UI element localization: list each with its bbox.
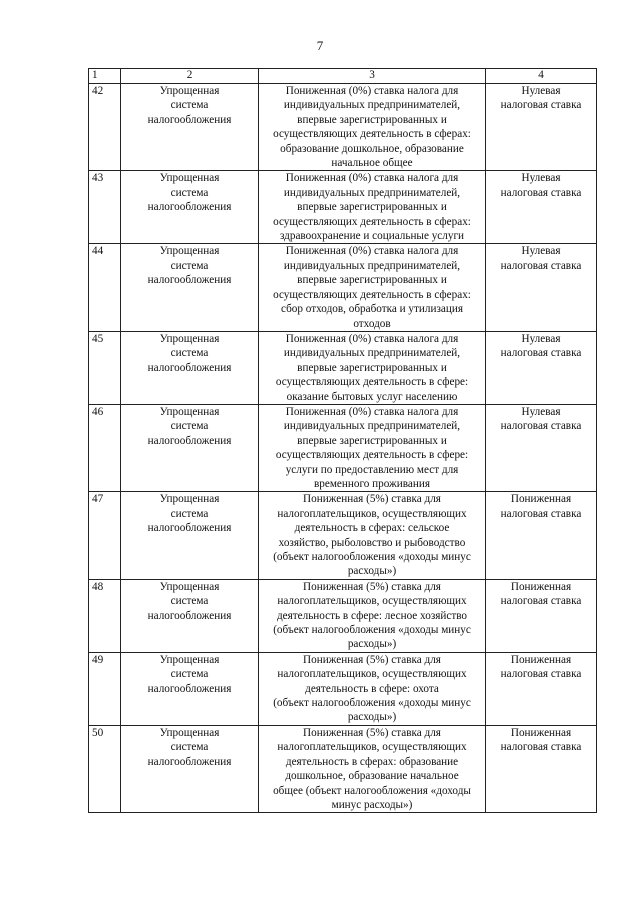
rate-description-cell: [259, 171, 486, 244]
header-col-1: 1: [89, 69, 121, 84]
table-row: [89, 331, 597, 404]
cell-text-line: оказание бытовых услуг населению: [286, 390, 458, 403]
cell-text-line: впервые зарегистрированных и: [297, 274, 447, 287]
tax-regime-cell: [121, 652, 259, 725]
cell-text-line: Упрощенная: [159, 493, 220, 506]
cell-text-line: налоговая ставка: [500, 507, 582, 520]
cell-text-line: (объект налогообложения «доходы минус: [273, 697, 471, 710]
cell-text-line: Пониженная: [510, 653, 572, 666]
cell-text-line: индивидуальных предпринимателей,: [283, 186, 461, 199]
cell-text-line: система: [170, 668, 209, 681]
header-col-3: 3: [259, 69, 486, 84]
cell-text-line: налогообложения: [147, 609, 232, 622]
cell-text-line: система: [170, 99, 209, 112]
cell-text-line: налогообложения: [147, 434, 232, 447]
cell-text-line: налогоплательщиков, осуществляющих: [277, 595, 467, 608]
cell-text-line: налоговая ставка: [500, 347, 582, 360]
cell-text-line: деятельность в сферах: сельское: [294, 522, 450, 535]
cell-text-line: система: [170, 347, 209, 360]
table-row: [89, 244, 597, 331]
cell-text-line: Упрощенная: [159, 726, 220, 739]
cell-text-line: Упрощенная: [159, 245, 220, 258]
cell-text-line: впервые зарегистрированных и: [297, 361, 447, 374]
cell-text-line: расходы»): [347, 711, 397, 724]
row-number: 47: [89, 492, 121, 579]
cell-text-line: Упрощенная: [159, 172, 220, 185]
cell-text-line: Пониженная: [510, 493, 572, 506]
cell-text-line: (объект налогообложения «доходы минус: [273, 551, 471, 563]
tax-regime-cell: [121, 579, 259, 652]
tax-regime-cell: [121, 725, 259, 812]
cell-text-line: Упрощенная: [159, 580, 220, 593]
cell-text-line: Упрощенная: [159, 332, 220, 345]
cell-text-line: впервые зарегистрированных и: [297, 434, 447, 447]
cell-text-line: осуществляющих деятельность в сферах:: [273, 128, 471, 141]
cell-text-line: налоговая ставка: [500, 741, 582, 754]
cell-text-line: налогообложения: [147, 682, 232, 695]
cell-text-line: налогообложения: [147, 755, 232, 768]
cell-text-line: минус расходы»): [331, 798, 413, 811]
cell-text-line: здравоохранение и социальные услуги: [279, 230, 465, 243]
row-number: 43: [89, 171, 121, 244]
row-number: 48: [89, 579, 121, 652]
cell-text-line: Нулевая: [521, 172, 561, 185]
table-row: [89, 725, 597, 812]
cell-text-line: осуществляющих деятельность в сфере:: [275, 449, 469, 462]
cell-text-line: впервые зарегистрированных и: [297, 201, 447, 214]
rate-description-cell: [259, 84, 486, 171]
row-number: 49: [89, 652, 121, 725]
tax-regime-cell: [121, 404, 259, 491]
tax-regime-cell: [121, 331, 259, 404]
rate-description-cell: [259, 331, 486, 404]
table-body: [89, 84, 597, 813]
rate-type-cell: [486, 244, 597, 331]
cell-text-line: Нулевая: [521, 85, 561, 97]
cell-text-line: (объект налогообложения «доходы минус: [273, 624, 471, 637]
cell-text-line: налоговая ставка: [500, 668, 582, 681]
cell-text-line: начальное общее: [331, 157, 413, 170]
row-number: 46: [89, 404, 121, 491]
tax-regime-cell: [121, 492, 259, 579]
cell-text-line: налогообложения: [147, 361, 232, 374]
table-row: [89, 84, 597, 171]
cell-text-line: система: [170, 507, 209, 520]
cell-text-line: Пониженная (5%) ставка для: [303, 493, 441, 506]
cell-text-line: Нулевая: [521, 245, 561, 258]
cell-text-line: расходы»): [347, 638, 397, 651]
cell-text-line: система: [170, 741, 209, 754]
rate-description-cell: [259, 244, 486, 331]
cell-text-line: налоговая ставка: [500, 259, 582, 272]
cell-text-line: Упрощенная: [159, 653, 220, 666]
table-row: [89, 171, 597, 244]
rate-description-cell: [259, 492, 486, 579]
header-col-4: 4: [486, 69, 597, 84]
cell-text-line: налогоплательщиков, осуществляющих: [277, 507, 467, 520]
cell-text-line: налоговая ставка: [500, 186, 582, 199]
cell-text-line: Пониженная (5%) ставка для: [303, 580, 441, 593]
rate-type-cell: [486, 652, 597, 725]
cell-text-line: система: [170, 420, 209, 433]
cell-text-line: индивидуальных предпринимателей,: [283, 347, 461, 360]
cell-text-line: налогоплательщиков, осуществляющих: [277, 668, 467, 681]
rate-type-cell: [486, 331, 597, 404]
cell-text-line: сбор отходов, обработка и утилизация: [281, 303, 463, 316]
cell-text-line: Пониженная (0%) ставка налога для: [285, 172, 459, 185]
row-number: 45: [89, 331, 121, 404]
cell-text-line: деятельность в сферах: образование: [285, 755, 459, 768]
rate-type-cell: [486, 171, 597, 244]
cell-text-line: Пониженная (0%) ставка налога для: [285, 332, 459, 345]
cell-text-line: Упрощенная: [159, 85, 220, 97]
cell-text-line: дошкольное, образование начальное: [285, 770, 459, 783]
cell-text-line: общее (объект налогообложения «доходы: [273, 784, 471, 797]
cell-text-line: временного проживания: [314, 477, 430, 490]
cell-text-line: индивидуальных предпринимателей,: [283, 420, 461, 433]
cell-text-line: Пониженная (0%) ставка налога для: [285, 405, 459, 418]
rate-description-cell: [259, 404, 486, 491]
cell-text-line: хозяйство, рыболовство и рыбоводство: [278, 536, 466, 549]
cell-text-line: налоговая ставка: [500, 420, 582, 433]
rate-description-cell: [259, 652, 486, 725]
cell-text-line: услуги по предоставлению мест для: [285, 463, 459, 476]
cell-text-line: налогообложения: [147, 522, 232, 535]
cell-text-line: налогообложения: [147, 113, 232, 126]
row-number: 50: [89, 725, 121, 812]
tax-regime-cell: [121, 244, 259, 331]
cell-text-line: налогоплательщиков, осуществляющих: [277, 741, 467, 754]
cell-text-line: система: [170, 259, 209, 272]
cell-text-line: Нулевая: [521, 332, 561, 345]
cell-text-line: Пониженная (0%) ставка налога для: [285, 85, 459, 97]
rate-type-cell: [486, 492, 597, 579]
cell-text-line: налогообложения: [147, 201, 232, 214]
cell-text-line: налоговая ставка: [500, 595, 582, 608]
rate-type-cell: [486, 725, 597, 812]
cell-text-line: впервые зарегистрированных и: [297, 113, 447, 126]
cell-text-line: осуществляющих деятельность в сферах:: [273, 215, 471, 228]
cell-text-line: отходов: [353, 317, 391, 330]
cell-text-line: Нулевая: [521, 405, 561, 418]
rate-description-cell: [259, 725, 486, 812]
tax-rates-table: [88, 68, 597, 813]
table-header-row: [89, 69, 597, 84]
page-number: 7: [316, 38, 324, 53]
cell-text-line: Пониженная: [510, 580, 572, 593]
cell-text-line: осуществляющих деятельность в сфере:: [275, 376, 469, 389]
cell-text-line: расходы»): [347, 565, 397, 578]
cell-text-line: деятельность в сфере: лесное хозяйство: [276, 609, 468, 622]
table-row: [89, 579, 597, 652]
header-col-2: 2: [121, 69, 259, 84]
row-number: 44: [89, 244, 121, 331]
cell-text-line: индивидуальных предпринимателей,: [283, 259, 461, 272]
cell-text-line: осуществляющих деятельность в сферах:: [273, 288, 471, 301]
cell-text-line: налоговая ставка: [500, 99, 582, 112]
cell-text-line: Пониженная (5%) ставка для: [303, 653, 441, 666]
rate-description-cell: [259, 579, 486, 652]
cell-text-line: образование дошкольное, образование: [280, 142, 464, 155]
cell-text-line: Пониженная: [510, 726, 572, 739]
cell-text-line: система: [170, 186, 209, 199]
cell-text-line: индивидуальных предпринимателей,: [283, 99, 461, 112]
tax-regime-cell: [121, 171, 259, 244]
rate-type-cell: [486, 404, 597, 491]
table-row: [89, 492, 597, 579]
cell-text-line: система: [170, 595, 209, 608]
cell-text-line: деятельность в сфере: охота: [305, 682, 439, 695]
table-row: [89, 652, 597, 725]
cell-text-line: налогообложения: [147, 274, 232, 287]
rate-type-cell: [486, 84, 597, 171]
cell-text-line: Пониженная (0%) ставка налога для: [285, 245, 459, 258]
rate-type-cell: [486, 579, 597, 652]
cell-text-line: Упрощенная: [159, 405, 220, 418]
table-row: [89, 404, 597, 491]
tax-regime-cell: [121, 84, 259, 171]
row-number: 42: [89, 84, 121, 171]
cell-text-line: Пониженная (5%) ставка для: [303, 726, 441, 739]
